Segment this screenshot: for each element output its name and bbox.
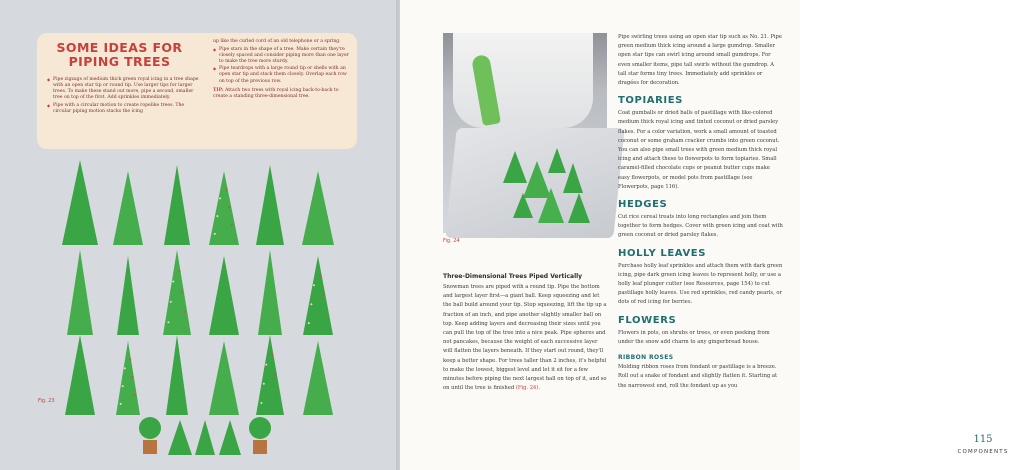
ideas-title-text: SOME IDEAS FOR PIPING TREES	[56, 40, 183, 69]
decorated-tree	[113, 171, 143, 245]
piping-photo	[443, 33, 607, 233]
body-left-column	[443, 283, 608, 393]
decorated-tree	[258, 250, 282, 335]
sprinkle	[122, 385, 124, 387]
fig-23-label: Fig. 23	[38, 398, 55, 404]
idea-continuation: up like the curled cord of an old telephone or a spring.	[213, 39, 341, 44]
flowers-paragraph: Flowers in pots, on shrubs or trees, or even peeking from under the snow add charm to any gingerbread house.	[618, 329, 770, 345]
subsection-heading: Three-Dimensional Trees Piped Vertically	[443, 273, 583, 280]
sprinkle	[129, 359, 131, 361]
sprinkle	[219, 197, 221, 199]
sprinkle	[167, 321, 169, 323]
sprinkle	[313, 284, 315, 286]
decorated-tree	[302, 171, 334, 245]
photo-trees	[443, 33, 607, 233]
running-footer: COMPONENTS	[957, 449, 1009, 455]
page-number: 115	[973, 434, 993, 445]
holly-heading: HOLLY LEAVES	[618, 247, 707, 259]
sprinkle	[172, 280, 174, 282]
sprinkle	[214, 233, 216, 235]
flowerpot	[143, 440, 157, 454]
sprinkle	[322, 294, 324, 296]
decorated-tree	[209, 256, 239, 335]
fig-reference: (Fig. 24).	[515, 385, 541, 392]
sprinkle	[133, 394, 135, 396]
sprinkle	[131, 376, 133, 378]
decorated-tree	[303, 341, 333, 415]
small-tree	[219, 420, 241, 455]
decorated-tree	[164, 165, 190, 245]
body-right-column	[618, 33, 783, 391]
sprinkle	[263, 383, 265, 385]
small-tree	[168, 420, 192, 455]
sprinkle	[274, 373, 276, 375]
sprinkle	[310, 303, 312, 305]
topiary-ball	[249, 417, 271, 439]
decorated-tree	[209, 171, 239, 245]
hedges-heading: HEDGES	[618, 199, 668, 211]
topiaries-paragraph: Coat gumballs or dried balls of pastillage with like-colored medium thick royal icing and tinted coconut or dried parsley flakes. For a color variation, work a small amount of toasted coconut or some graham cracker crumbs into green coconut. You can also pipe small trees with green medium thick royal icing and attach these to flowerpots to form topiaries. Small caramel-filled chocolate cups or peanut butter cups make easy flowerpots, or model pots from pastillage (see Flowerpots, page 116).	[618, 110, 780, 190]
sprinkle	[228, 206, 230, 208]
sprinkle	[226, 189, 228, 191]
flowerpot	[253, 440, 267, 454]
sprinkle	[216, 215, 218, 217]
fig-24-label: Fig. 24	[443, 238, 460, 244]
decorated-tree	[303, 256, 333, 335]
decorated-tree	[117, 256, 139, 335]
decorated-tree	[65, 335, 95, 415]
ribbon-roses-heading: RIBBON ROSES	[618, 354, 674, 362]
intro-paragraph: Pipe swirling trees using an open star tip such as No. 21. Pipe green medium thick icing around a large gumdrop. Smaller open star tips can swirl icing around small gumdrops. For even smaller items, pipe tall swirls without the gumdrop. A tall star forms tiny trees. Immediately add sprinkles or dragées for decoration.	[618, 34, 782, 87]
decorated-tree	[256, 335, 284, 415]
idea-item: ◆ Pipe zigzags of medium thick green royal icing in a tree shape with an open star tip or round tip. Use larger tips for larger trees. To make these stand out more, pipe a second, smaller tree on top of the first. Add sprinkles immediately.	[47, 77, 203, 101]
sprinkle	[272, 354, 274, 356]
decorated-tree	[163, 250, 191, 335]
sprinkle	[265, 364, 267, 366]
sprinkle	[231, 224, 233, 226]
ribbon-roses-paragraph: Molding ribbon roses from fondant or pastillage is a breeze. Roll out a snake of fondant and slightly flatten it. Starting at the narrowest end, roll the fondant up as you	[618, 364, 778, 389]
topiary-ball	[139, 417, 161, 439]
trees-illustration	[0, 0, 400, 470]
sprinkle	[179, 270, 181, 272]
holly-paragraph: Purchase holly leaf sprinkles and attach them with dark green icing, pipe dark green icing leaves to represent holly, or use a holly leaf plunger cutter (see Resources, page 154) to cut pastillage holly leaves. Use red sprinkles, red candy pearls, or dots of red icing for berries.	[618, 262, 783, 306]
sprinkle	[325, 313, 327, 315]
sprinkle	[276, 392, 278, 394]
sprinkle	[183, 311, 185, 313]
sprinkle	[308, 322, 310, 324]
sprinkle	[124, 367, 126, 369]
topiaries-heading: TOPIARIES	[618, 95, 683, 107]
sprinkle	[120, 403, 122, 405]
right-page	[400, 0, 1009, 470]
tip-text: Attach two trees with royal icing back-to-back to create a standing three-dimensional tree.	[213, 87, 339, 99]
flowers-heading: FLOWERS	[618, 314, 677, 326]
decorated-tree	[209, 341, 239, 415]
idea-item: ◆ Pipe teardrops with a large round tip or shells with an open star tip and stack them closely. Overlap each row on top of the previous row.	[213, 66, 349, 84]
tall-tree	[62, 160, 98, 245]
left-page	[0, 0, 400, 470]
hedges-paragraph: Cut rice cereal treats into long rectangles and join them together to form hedges. Cover with green icing and coat with green coconut or dried parsley flakes.	[618, 214, 783, 239]
tip-label: TIP:	[213, 87, 224, 93]
small-tree	[195, 420, 215, 455]
decorated-tree	[256, 165, 284, 245]
idea-item: ◆ Pipe stars in the shape of a tree. Make certain they're closely spaced and consider piping more than one layer to make the tree more sturdy.	[213, 47, 349, 65]
sprinkle	[181, 291, 183, 293]
decorated-tree	[116, 341, 140, 415]
decorated-tree	[166, 335, 188, 415]
body-left-text: Snowman trees are piped with a round tip. Pipe the bottom and largest layer first—a giant ball. Keep squeezing and let the ball build around your tip. Stop squeezing, lift the tip up a fraction of an inch, and pipe another slightly smaller ball on top. Keep adding layers and decreasing their sizes until you can pull the top of the tree into a nice peak. Pipe spheres and not pancakes, because the weight of each successive layer will flatten the layers beneath. If they start out round, they'll keep a better shape. For trees taller than 2 inches, it's helpful to make the lowest, biggest level and let it sit for a few minutes before piping the next largest ball on top of it, and so on until the tree is finished	[443, 284, 607, 392]
decorated-tree	[67, 250, 93, 335]
sprinkle	[260, 402, 262, 404]
sprinkle	[170, 301, 172, 303]
sprinkle	[320, 275, 322, 277]
idea-item: ◆ Pipe with a circular motion to create ropelike trees. The circular piping motion stacks the icing	[47, 103, 203, 115]
